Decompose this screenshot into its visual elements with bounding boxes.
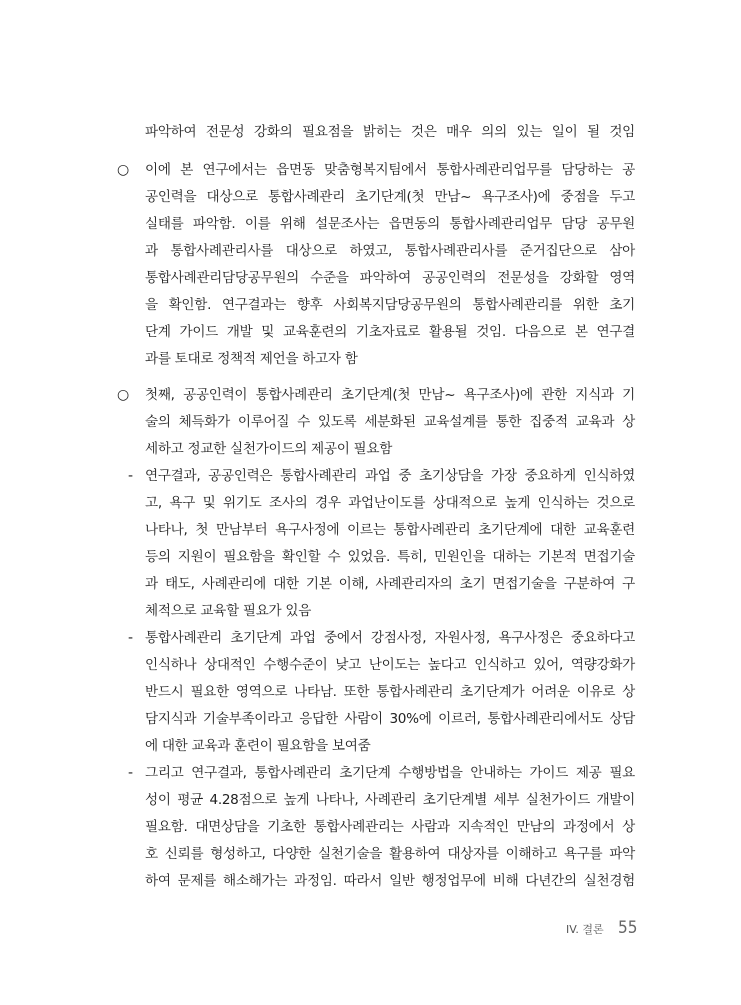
dash-bullet-icon: - — [128, 630, 134, 646]
footer-section-label: IV. 결론 — [566, 923, 604, 936]
dash-bullet-icon: - — [128, 468, 134, 484]
body-text-line: 고, 욕구 및 위기도 조사의 경우 과업난이도를 상대적으로 높게 인식하는 것으로 — [145, 495, 635, 511]
body-text-line: 필요함. 대면상담을 기초한 통합사례관리는 사람과 지속적인 만남의 과정에서 상 — [145, 819, 635, 835]
body-text-line: 파악하여 전문성 강화의 필요점을 밝히는 것은 매우 의의 있는 일이 될 것임 — [145, 124, 635, 140]
body-text-line: 공인력을 대상으로 통합사례관리 초기단계(첫 만남~ 욕구조사)에 중점을 두고 — [145, 189, 635, 205]
body-text-line: 을 확인함. 연구결과는 향후 사회복지담당공무원의 통합사례관리를 위한 초기 — [145, 297, 635, 313]
circle-bullet-icon: ○ — [117, 387, 130, 403]
body-text-line: 나타나, 첫 만남부터 욕구사정에 이르는 통합사례관리 초기단계에 대한 교육훈련 — [145, 522, 635, 538]
body-text-line: 실태를 파악함. 이를 위해 설문조사는 읍면동의 통합사례관리업무 담당 공무원 — [145, 216, 635, 232]
body-text-line: 등의 지원이 필요함을 확인할 수 있었음. 특히, 민원인을 대하는 기본적 면접기술 — [145, 549, 635, 565]
body-text-line: 체적으로 교육할 필요가 있음 — [145, 603, 312, 619]
body-text-line: 통합사례관리담당공무원의 수준을 파악하여 공공인력의 전문성을 강화할 영역 — [145, 270, 635, 286]
body-text-line: 반드시 필요한 영역으로 나타남. 또한 통합사례관리 초기단계가 어려운 이유로 상 — [145, 684, 635, 700]
body-text-line: 첫째, 공공인력이 통합사례관리 초기단계(첫 만남~ 욕구조사)에 관한 지식과 기 — [145, 387, 635, 403]
body-text-line: 단계 가이드 개발 및 교육훈련의 기초자료로 활용될 것임. 다음으로 본 연구결 — [145, 324, 635, 340]
body-text-line: 통합사례관리 초기단계 과업 중에서 강점사정, 자원사정, 욕구사정은 중요하다고 — [145, 630, 635, 646]
body-text-line: 과 태도, 사례관리에 대한 기본 이해, 사례관리자의 초기 면접기술을 구분하여 구 — [145, 576, 635, 592]
page-number: 55 — [618, 918, 638, 938]
body-text-line: 그리고 연구결과, 통합사례관리 초기단계 수행방법을 안내하는 가이드 제공 필요 — [145, 765, 635, 781]
body-text-line: 하여 문제를 해소해가는 과정임. 따라서 일반 행정업무에 비해 다년간의 실천경험 — [145, 873, 635, 889]
body-text-line: 연구결과, 공공인력은 통합사례관리 과업 중 초기상담을 가장 중요하게 인식하였 — [145, 468, 635, 484]
body-text-line: 호 신뢰를 형성하고, 다양한 실천기술을 활용하여 대상자를 이해하고 욕구를 파악 — [145, 846, 635, 862]
body-text-line: 세하고 정교한 실천가이드의 제공이 필요함 — [145, 441, 393, 457]
body-text-line: 과를 토대로 정책적 제언을 하고자 함 — [145, 351, 358, 367]
dash-bullet-icon: - — [128, 765, 134, 781]
body-text-line: 과 통합사례관리사를 대상으로 하였고, 통합사례관리사를 준거집단으로 삼아 — [145, 243, 635, 259]
body-text-line: 인식하나 상대적인 수행수준이 낮고 난이도는 높다고 인식하고 있어, 역량강화가 — [145, 657, 635, 673]
body-text-line: 이에 본 연구에서는 읍면동 맞춤형복지팀에서 통합사례관리업무를 담당하는 공 — [145, 162, 635, 178]
body-text-line: 에 대한 교육과 훈련이 필요함을 보여줌 — [145, 738, 371, 754]
body-text-line: 담지식과 기술부족이라고 응답한 사람이 30%에 이르러, 통합사례관리에서도 상담 — [145, 711, 635, 727]
body-text-line: 술의 체득화가 이루어질 수 있도록 세분화된 교육설계를 통한 집중적 교육과 상 — [145, 414, 635, 430]
body-text-line: 성이 평균 4.28점으로 높게 나타나, 사례관리 초기단계별 세부 실천가이드 개발이 — [145, 792, 635, 808]
circle-bullet-icon: ○ — [117, 162, 130, 178]
